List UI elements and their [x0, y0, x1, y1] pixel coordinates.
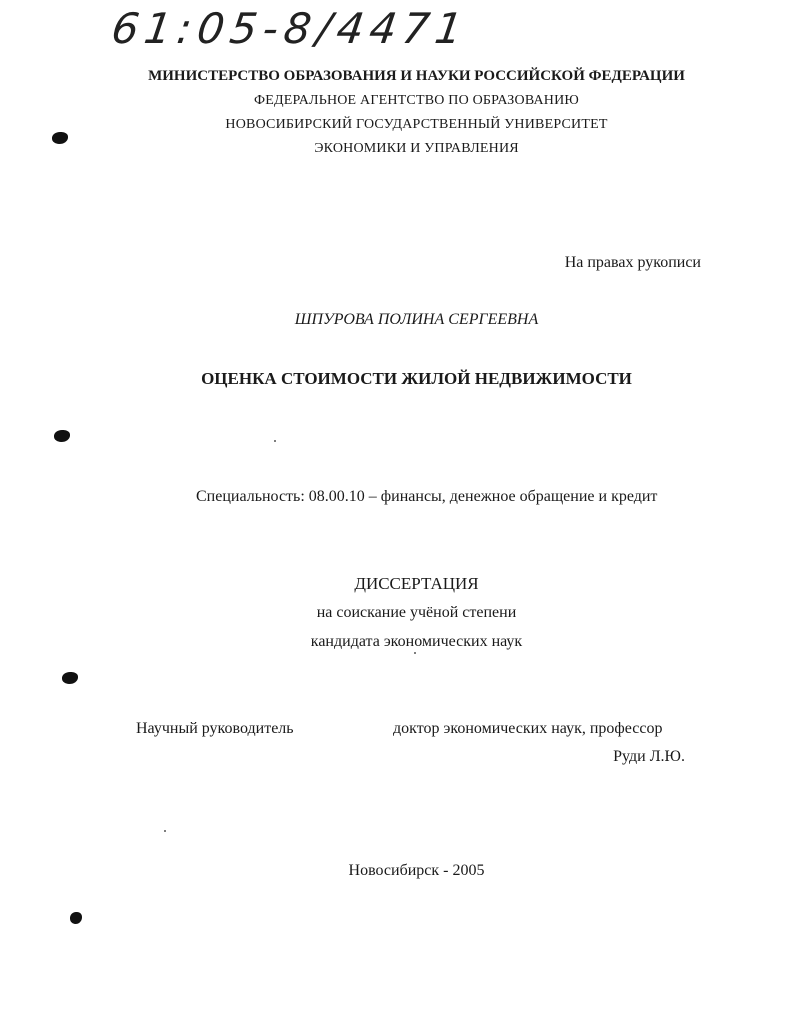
handwritten-catalog-code: 61:05-8/4471 [108, 4, 472, 53]
supervisor-name: Руди Л.Ю. [613, 748, 685, 765]
specialty-line: Специальность: 08.00.10 – финансы, денежное обращение и кредит [196, 488, 658, 505]
punch-hole-mark [70, 912, 82, 924]
scan-speck [164, 830, 166, 832]
scan-speck [274, 440, 276, 442]
agency-header: ФЕДЕРАЛЬНОЕ АГЕНТСТВО ПО ОБРАЗОВАНИЮ [253, 93, 579, 108]
faculty-header: ЭКОНОМИКИ И УПРАВЛЕНИЯ [314, 141, 519, 156]
scan-speck [414, 652, 416, 654]
university-header: НОВОСИБИРСКИЙ ГОСУДАРСТВЕННЫЙ УНИВЕРСИТЕТ [225, 117, 608, 132]
degree-line-1: на соискание учёной степени [316, 604, 517, 621]
dissertation-heading: ДИССЕРТАЦИЯ [354, 574, 479, 593]
degree-line-2: кандидата экономических наук [310, 633, 523, 650]
supervisor-label: Научный руководитель [136, 720, 294, 737]
ministry-header: МИНИСТЕРСТВО ОБРАЗОВАНИЯ И НАУКИ РОССИЙСКОЙ ФЕДЕРАЦИИ [148, 68, 685, 84]
city-year: Новосибирск - 2005 [348, 862, 485, 879]
dissertation-title: ОЦЕНКА СТОИМОСТИ ЖИЛОЙ НЕДВИЖИМОСТИ [201, 369, 632, 388]
author-name: ШПУРОВА ПОЛИНА СЕРГЕЕВНА [294, 311, 539, 328]
manuscript-note: На правах рукописи [564, 254, 701, 271]
punch-hole-mark [54, 430, 70, 442]
supervisor-title: доктор экономических наук, профессор [393, 720, 663, 737]
punch-hole-mark [62, 672, 78, 684]
